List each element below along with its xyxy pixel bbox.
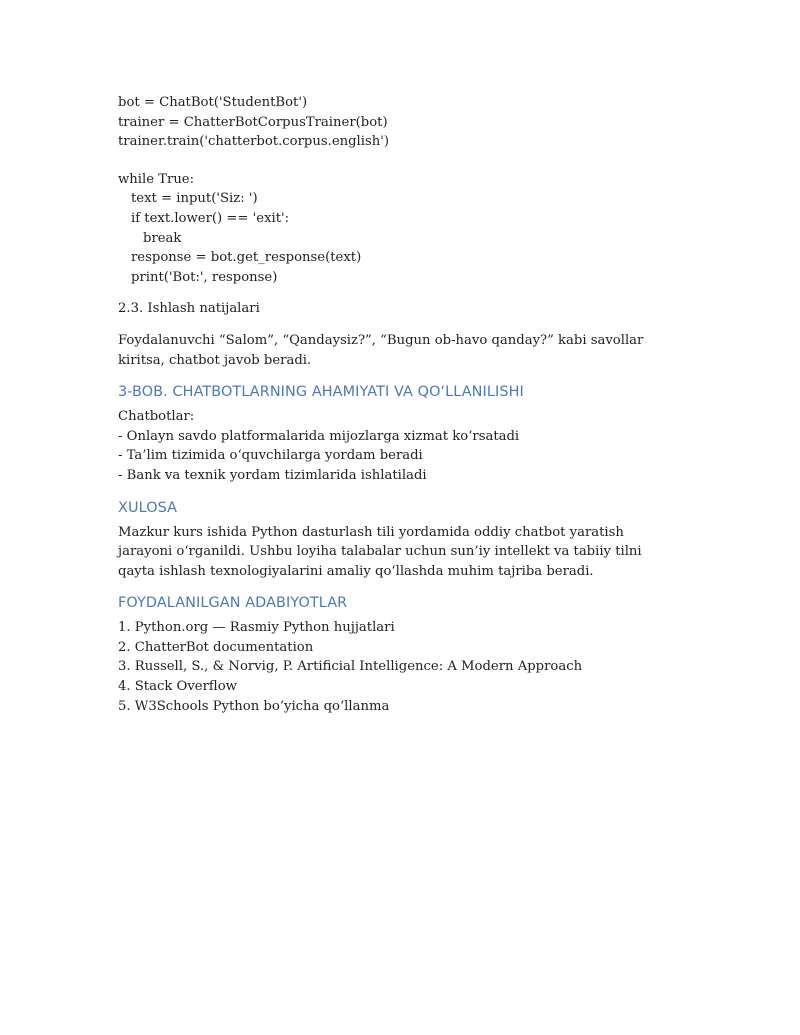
code-line: print('Bot:', response): [131, 269, 278, 285]
list-item: - Onlayn savdo platformalarida mijozlarga xizmat ko‘rsatadi: [118, 428, 520, 444]
reference-item: 4. Stack Overflow: [118, 679, 237, 695]
code-gap: [118, 152, 678, 170]
code-line: trainer = ChatterBotCorpusTrainer(bot): [118, 114, 388, 130]
list-item: - Bank va texnik yordam tizimlarida ishlatiladi: [118, 467, 427, 483]
document-page: [118, 93, 678, 716]
code-block: [118, 93, 678, 287]
code-line: bot = ChatBot('StudentBot'): [118, 95, 308, 110]
chapter-3-list: [118, 427, 678, 486]
references-list: [118, 618, 678, 716]
conclusion-heading: XULOSA: [118, 499, 178, 516]
code-line-while: while True:: [118, 171, 195, 187]
code-line: if text.lower() == 'exit':: [131, 210, 290, 226]
conclusion-paragraph: Mazkur kurs ishida Python dasturlash tili yordamida oddiy chatbot yaratish jarayoni o‘rganildi. Ushbu loyiha talabalar uchun sun’iy intellekt va tabiiy tilni qayta ishlash texnologiyalarini amaliy qo‘llashda muhim tajriba beradi.: [118, 524, 642, 579]
reference-item: 3. Russell, S., & Norvig, P. Artificial Intelligence: A Modern Approach: [118, 659, 583, 675]
reference-item: 1. Python.org — Rasmiy Python hujjatlari: [118, 620, 395, 636]
code-line: text = input('Siz: '): [131, 191, 258, 207]
chapter-3-intro: Chatbotlar:: [118, 409, 195, 425]
list-item: - Ta’lim tizimida o‘quvchilarga yordam beradi: [118, 448, 423, 464]
code-line: trainer.train('chatterbot.corpus.english'): [118, 134, 390, 150]
code-line: break: [143, 230, 182, 246]
reference-item: 2. ChatterBot documentation: [118, 639, 314, 655]
code-line: response = bot.get_response(text): [131, 250, 362, 266]
reference-item: 5. W3Schools Python bo‘yicha qo‘llanma: [118, 698, 390, 714]
section-2-3-paragraph: Foydalanuvchi “Salom”, “Qandaysiz?”, “Bugun ob-havo qanday?” kabi savollar kiritsa, chatbot javob beradi.: [118, 332, 644, 368]
chapter-3-heading: 3-BOB. CHATBOTLARNING AHAMIYATI VA QO‘LLANILISHI: [118, 384, 524, 401]
references-heading: FOYDALANILGAN ADABIYOTLAR: [118, 595, 348, 612]
section-title-2-3: 2.3. Ishlash natijalari: [118, 301, 260, 317]
